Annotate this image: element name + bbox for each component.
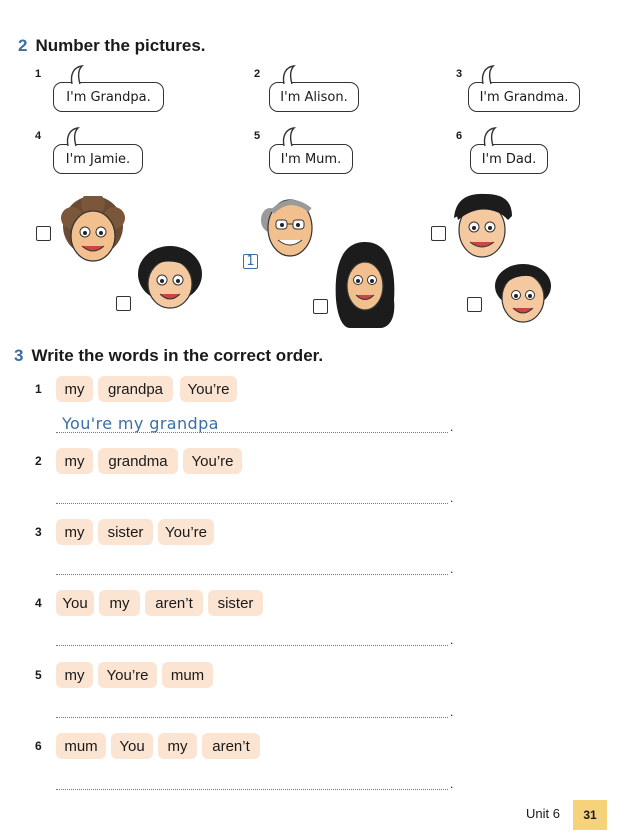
word-chip: sister [208,590,263,616]
exercise-3-title: Write the words in the correct order. [31,346,324,365]
bubble-number-6: 6 [456,130,463,142]
word-chip: my [158,733,197,759]
item-3-number: 3 [35,525,42,539]
bubble-text-1: I'm Grandpa. [66,89,151,105]
item-5-answer-line[interactable] [56,717,448,718]
speech-bubble-3 [468,82,580,112]
exercise-2-title: Number the pictures. [35,36,206,55]
dad-face-illustration [446,190,518,262]
bubble-text-4: I'm Jamie. [65,151,131,167]
word-chip: You’re [180,376,237,402]
exercise-2-number: 2 [18,36,28,55]
answer-box-dad[interactable] [431,226,446,241]
word-chip: my [56,662,93,688]
word-chip: You’re [158,519,214,545]
item-6-answer-line[interactable] [56,789,448,790]
item-5-line-end: . [450,705,454,719]
word-chip: my [99,590,140,616]
word-chip: grandpa [98,376,173,402]
item-3-line-end: . [450,562,454,576]
item-1-answer[interactable]: You're my grandpa [62,414,219,433]
exercise-3-heading [14,346,323,366]
word-chip: mum [162,662,213,688]
speech-bubble-1 [53,82,164,112]
speech-bubble-6 [470,144,548,174]
answer-box-mum[interactable] [313,299,328,314]
jamie-face-illustration [135,244,205,316]
exercise-3-number: 3 [14,346,24,365]
item-4-answer-line[interactable] [56,645,448,646]
item-1-line-end: . [450,420,454,434]
answer-box-alison[interactable] [467,297,482,312]
bubble-text-3: I'm Grandma. [479,89,569,105]
item-4-number: 4 [35,596,42,610]
word-chip: You’re [183,448,242,474]
grandma-face-illustration [58,196,128,268]
word-chip: my [56,376,93,402]
word-chip: my [56,448,93,474]
word-chip: You [111,733,153,759]
item-2-answer-line[interactable] [56,503,448,504]
grandpa-face-illustration [260,190,318,262]
item-3-answer-line[interactable] [56,574,448,575]
answer-box-jamie[interactable] [116,296,131,311]
bubble-text-2: I'm Alison. [280,89,348,105]
bubble-number-3: 3 [456,68,463,80]
item-4-line-end: . [450,633,454,647]
word-chip: sister [98,519,153,545]
word-chip: aren’t [145,590,203,616]
word-chip: You [56,590,94,616]
bubble-number-4: 4 [35,130,42,142]
bubble-number-5: 5 [254,130,261,142]
item-2-number: 2 [35,454,42,468]
word-chip: my [56,519,93,545]
word-chip: mum [56,733,106,759]
answer-box-grandma[interactable] [36,226,51,241]
alison-face-illustration [492,262,554,328]
speech-bubble-2 [269,82,359,112]
bubble-number-1: 1 [35,68,42,80]
item-5-number: 5 [35,668,42,682]
bubble-text-5: I'm Mum. [280,151,342,167]
word-chip: aren’t [202,733,260,759]
word-chip: You’re [98,662,157,688]
speech-bubble-4 [53,144,143,174]
unit-label: Unit 6 [526,806,560,821]
bubble-number-2: 2 [254,68,261,80]
speech-bubble-5 [269,144,353,174]
item-6-line-end: . [450,777,454,791]
page-number: 31 [573,800,607,830]
answer-box-grandpa[interactable]: 1 [243,254,258,269]
mum-face-illustration [330,240,400,330]
item-1-answer-line [56,432,448,433]
item-6-number: 6 [35,739,42,753]
bubble-text-6: I'm Dad. [481,151,537,167]
exercise-2-heading [18,36,206,56]
item-2-line-end: . [450,491,454,505]
item-1-number: 1 [35,382,42,396]
word-chip: grandma [98,448,178,474]
